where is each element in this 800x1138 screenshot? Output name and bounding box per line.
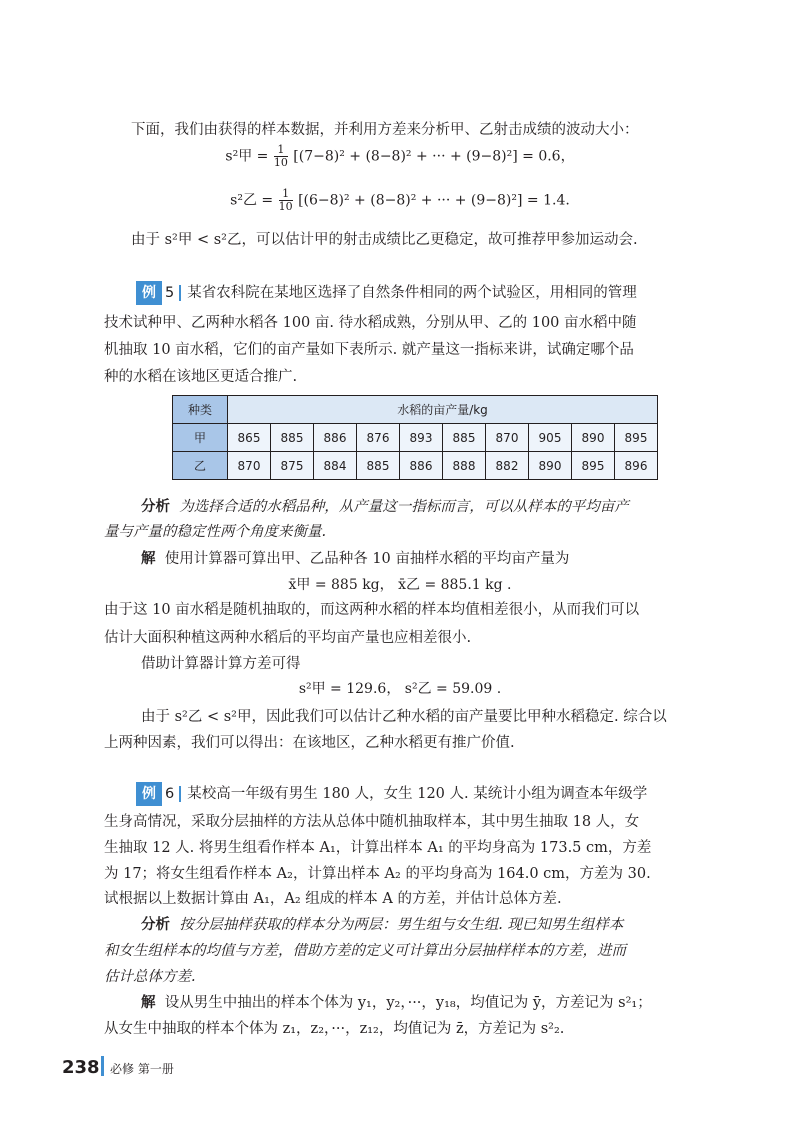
fraction-denominator: 10: [278, 200, 293, 213]
example5-line4: 种的水稻在该地区更适合推广.: [104, 369, 298, 385]
table-cell: 876: [357, 424, 400, 452]
table-cell: 895: [615, 424, 658, 452]
formula-lhs: s²甲 =: [225, 148, 269, 165]
fraction: [274, 144, 288, 169]
table-cell: 885: [271, 424, 314, 452]
fraction: [279, 188, 293, 213]
formula-rhs: [(6−8)² + (8−8)² + ··· + (9−8)²] = 1.4.: [298, 192, 570, 209]
table-cell: 890: [529, 452, 572, 480]
solution-label: 解: [141, 550, 156, 567]
table-cell: 896: [615, 452, 658, 480]
footer-divider: [101, 1056, 104, 1076]
solution-text: 使用计算器可算出甲、乙品种各 10 亩抽样水稻的平均亩产量为: [164, 551, 570, 567]
example5-line3: 机抽取 10 亩水稻，它们的亩产量如下表所示. 就产量这一指标来讲，试确定哪个品: [104, 342, 634, 358]
intro-line: 下面，我们由获得的样本数据，并利用方差来分析甲、乙射击成绩的波动大小：: [131, 122, 639, 138]
table-row-label: 乙: [173, 452, 228, 480]
table-header-kind: 种类: [173, 396, 228, 424]
example5-line2: 技术试种甲、乙两种水稻各 100 亩. 待水稻成熟，分别从甲、乙的 100 亩水稻中随: [104, 315, 637, 331]
example-number: 5: [165, 285, 181, 301]
example6-solution-1: [141, 991, 701, 1015]
example6-analysis-2: 和女生组样本的均值与方差，借助方差的定义可计算出分层抽样样本的方差，进而: [104, 943, 626, 959]
example6-line4: 为 17；将女生组看作样本 A₂，计算出样本 A₂ 的平均身高为 164.0 cm，方差为 30.: [104, 866, 651, 882]
formula-variance-jia: [0, 144, 800, 169]
book-title: 必修 第一册: [110, 1062, 174, 1076]
example5-solution-5: 由于 s²乙 < s²甲，因此我们可以估计乙种水稻的亩产量要比甲种水稻稳定. 综合以: [141, 709, 667, 725]
solution-label: 解: [141, 994, 156, 1011]
example-label: 例: [136, 782, 162, 806]
table-cell: 870: [486, 424, 529, 452]
example5-variances: s²甲 = 129.6， s²乙 = 59.09 .: [298, 681, 502, 697]
table-cell: 870: [228, 452, 271, 480]
example5-solution-3: 估计大面积种植这两种水稻后的平均亩产量也应相差很小.: [104, 630, 472, 646]
table-cell: 865: [228, 424, 271, 452]
table-row-label: 甲: [173, 424, 228, 452]
table-cell: 895: [572, 452, 615, 480]
table-header-yield: 水稻的亩产量/kg: [228, 396, 658, 424]
table-cell: 905: [529, 424, 572, 452]
example-text: 某省农科院在某地区选择了自然条件相同的两个试验区，用相同的管理: [187, 285, 637, 301]
table-cell: 886: [400, 452, 443, 480]
table-cell: 890: [572, 424, 615, 452]
example5-means: x̄甲 = 885 kg， x̄乙 = 885.1 kg .: [288, 577, 512, 593]
formula-lhs: s²乙 =: [230, 192, 274, 209]
formula-variance-yi: [0, 188, 800, 213]
analysis-text: 为选择合适的水稻品种，从产量这一指标而言，可以从样本的平均亩产: [179, 499, 629, 515]
fraction-numerator: 1: [279, 188, 293, 201]
example5-analysis-1: [141, 495, 701, 519]
table-cell: 875: [271, 452, 314, 480]
example5-line1: [136, 281, 696, 305]
solution-text: 设从男生中抽出的样本个体为 y₁，y₂，···，y₁₈，均值记为 ȳ，方差记为 s²₁；: [164, 995, 652, 1011]
fraction-numerator: 1: [274, 144, 288, 157]
example6-line5: 试根据以上数据计算由 A₁，A₂ 组成的样本 A 的方差，并估计总体方差.: [104, 891, 562, 907]
example6-line2: 生身高情况，采取分层抽样的方法从总体中随机抽取样本，其中男生抽取 18 人，女: [104, 814, 640, 830]
formula-rhs: [(7−8)² + (8−8)² + ··· + (9−8)²] = 0.6，: [293, 148, 575, 165]
intro-conclusion: 由于 s²甲 < s²乙，可以估计甲的射击成绩比乙更稳定，故可推荐甲参加运动会.: [131, 232, 638, 248]
analysis-label: 分析: [141, 916, 170, 933]
table-cell: 884: [314, 452, 357, 480]
table-cell: 888: [443, 452, 486, 480]
table-cell: 885: [357, 452, 400, 480]
table-cell: 886: [314, 424, 357, 452]
example6-analysis-1: [141, 913, 701, 937]
analysis-text: 按分层抽样获取的样本分为两层：男生组与女生组. 现已知男生组样本: [179, 917, 624, 933]
example5-solution-1: [141, 547, 701, 571]
example5-solution-2: 由于这 10 亩水稻是随机抽取的，而这两种水稻的样本均值相差很小，从而我们可以: [104, 602, 640, 618]
example-number: 6: [165, 786, 181, 802]
fraction-denominator: 10: [273, 156, 288, 169]
table-cell: 882: [486, 452, 529, 480]
example6-solution-2: 从女生中抽取的样本个体为 z₁，z₂，···，z₁₂，均值记为 z̄，方差记为 s²₂.: [104, 1021, 565, 1037]
table-header-row: [173, 396, 658, 424]
table-row: [173, 424, 658, 452]
example6-line3: 生抽取 12 人. 将男生组看作样本 A₁，计算出样本 A₁ 的平均身高为 173.5 cm，方差: [104, 840, 652, 856]
example-label: 例: [136, 281, 162, 305]
analysis-label: 分析: [141, 498, 170, 515]
example-text: 某校高一年级有男生 180 人，女生 120 人. 某统计小组为调查本年级学: [187, 786, 648, 802]
example6-analysis-3: 估计总体方差.: [104, 969, 196, 985]
example5-solution-6: 上两种因素，我们可以得出：在该地区，乙种水稻更有推广价值.: [104, 735, 515, 751]
example5-analysis-2: 量与产量的稳定性两个角度来衡量.: [104, 524, 327, 540]
table-cell: 893: [400, 424, 443, 452]
example6-line1: [136, 782, 696, 806]
table-row: [173, 452, 658, 480]
page-number: 238: [62, 1057, 100, 1078]
table-cell: 885: [443, 424, 486, 452]
yield-table: [172, 395, 658, 480]
example5-solution-4: 借助计算器计算方差可得: [141, 656, 301, 672]
